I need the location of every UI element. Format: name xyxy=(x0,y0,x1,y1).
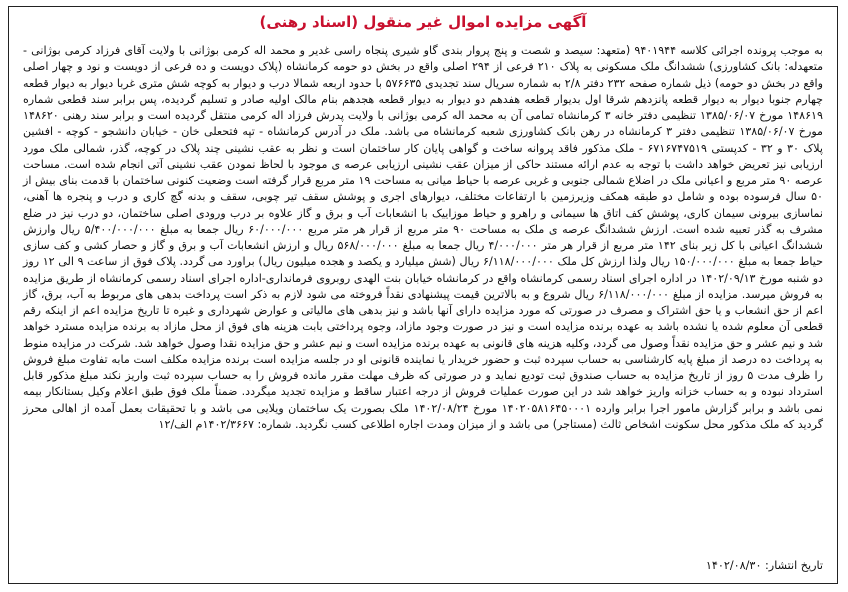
notice-body xyxy=(23,43,823,433)
notice-title: آگهی مزایده اموال غیر منقول (اسناد رهنی) xyxy=(259,13,587,31)
notice-body-text: به موجب پرونده اجرائی کلاسه ۹۴۰۱۹۴۴ (متعهد: سیصد و شصت و پنج پروار بندی گاو شیری پنجاه راسی غدیر و محمد اله کرمی بوژانی با ولایت آقای فرزاد کرمی بوژانی - متعهدله: بانک کشاورزی) ششدانگ ملک مسکونی به پلاک ۲۱۰ فرعی از ۲۹۴ اصلی واقع در بخش دو حومه کرمانشاه (پلاک دویست و ده فرعی از دویست و نود و چهار اصلی واقع در بخش دو حومه) ذیل شماره صفحه ۲۳۲ دفتر ۲/۸ به شماره سریال سند تجدیدی ۵۷۶۶۳۵ با حدود اربعه شمالا درب و دیوار به کوچه شش متری غربا دیوار به دیوار قطعه چهارم جنوبا دیوار به دیوار قطعه پانزدهم شرقا اول بدیوار قطعه هفدهم دو دیوار به دیوار قطعه هجدهم بنام مالک اولیه صادر و تسلیم گردیده، پس برابر سند قطعی شماره ۱۴۸۶۱۹ مورخ ۱۳۸۵/۰۶/۰۷ تنظیمی دفتر خانه ۳ کرمانشاه تمامی آن به محمد اله کرمی بوژانی با ولایت پدرش فرزاد اله کرمی منتقل گردیده است و برابر سند رهنی ۱۴۸۶۲۰ مورخ ۱۳۸۵/۰۶/۰۷ تنظیمی دفتر ۳ کرمانشاه در رهن بانک کشاورزی شعبه کرمانشاه می باشد. ملک در آدرس کرمانشاه - تپه فتحعلی خان - خیابان دانشجو - کوچه - افشین پلاک ۳۰ و ۳۲ - کدپستی ۶۷۱۶۷۴۷۵۱۹ - ملک مذکور فاقد پروانه ساخت و گواهی پایان کار ساختمان است و نظر به عقب نشینی چند پلاک در کوچه، گذر، شمالی ملک مورد ارزیابی نیز تعریض خواهد داشت با توجه به عدم ارائه مستند حاکی از میزان عقب نشینی ارزیابی عرصه ی موجود با لحاظ نمودن عقب نشینی آتی انجام شده است. مساحت عرصه ۹۰ متر مربع و اعیانی ملک در اضلاع شمالی جنوبی و غربی عرصه با حیاط میانی به مساحت ۱۹ متر مربع قرار گرفته است وضعیت کنونی ساختمان با قدمت بنای بیش از ۵۰ سال فرسوده بوده و شامل دو طبقه همکف وزیرزمین با ارتفاعات مختلف، دیوارهای اجری و پوشش سقف تیر چوبی، سقف و بدنه گچ کاری و درب و پنجره ها آهنی، نماسازی بیرونی سیمان کاری، پوشش کف اتاق ها سیمانی و راهرو و حیاط موزاییک با انشعابات آب و برق و گاز علاوه بر درب ورودی اصلی ساختمان، دو درب نیز در ضلع مشرف به گذر تعبیه شده است. ارزش ششدانگ عرصه ی ملک به مساحت ۹۰ متر مربع از قرار هر متر مربع ۶۰/۰۰۰/۰۰۰ ریال جمعا به مبلغ ۵/۴۰۰/۰۰۰/۰۰۰ ریال وارزش ششدانگ اعیانی با کل زیر بنای ۱۴۲ متر مربع از قرار هر متر ۴/۰۰۰/۰۰۰ ریال جمعا به مبلغ ۵۶۸/۰۰۰/۰۰۰ ریال و ارزش انشعابات آب و برق و گاز و حصار کشی و کف سازی حیاط جمعا به مبلغ ۱۵۰/۰۰۰/۰۰۰ ریال ولذا ارزش کل ملک ۶/۱۱۸/۰۰۰/۰۰۰ ریال (شش میلیارد و یکصد و هجده میلیون ریال) براورد می گردد. پلاک فوق از ساعت ۹ الی ۱۲ روز دو شنبه مورخ ۱۴۰۲/۰۹/۱۳ در اداره اجرای اسناد رسمی کرمانشاه واقع در کرمانشاه خیابان بنت الهدی روبروی فرمانداری-اداره اجرای اسناد رسمی کرمانشاه از طریق مزایده به فروش میرسد. مزایده از مبلغ ۶/۱۱۸/۰۰۰/۰۰۰ ریال شروع و به بالاترین قیمت پیشنهادی نقداً فروخته می شود لازم به ذکر است پرداخت بدهی های مربوط به آب، برق، گاز اعم از حق انشعاب و یا حق اشتراک و مصرف در صورتی که مورد مزایده دارای آنها باشد و نیز بدهی های مالیاتی و عوارض شهرداری و غیره تا تاریخ مزایده اعم از اینکه رقم قطعی آن معلوم شده یا نشده باشد به عهده برنده مزایده است و نیز در صورت وجود مازاد، وجوه پرداختی بابت هزینه های فوق از محل مازاد به برنده مزایده مسترد خواهد شد و نیم عشر و حق مزایده نقداً وصول می گردد، وکلیه هزینه های قانونی به عهده برنده مزایده است و نیم عشر و حق مزایده نقدا وصول خواهد شد. شرکت در مزایده منوط به پرداخت ده درصد از مبلغ پایه کارشناسی به حساب سپرده ثبت و حضور خریدار یا نماینده قانونی او در جلسه مزایده است برنده مزایده مکلف است مابه تفاوت مبلغ فروش را ظرف مدت ۵ روز از تاریخ مزایده به حساب صندوق ثبت تودیع نماید و در صورتی که ظرف مهلت مقرر مانده فروش را به حساب سپرده ثبت واریز نکند مبلغ مذکور قابل استرداد نبوده و به حساب خزانه واریز خواهد شد در این صورت عملیات فروش از درجه اعتبار ساقط و مزایده تجدید میگردد. ضمناً ملک فوق طبق اعلام وکیل بستانکار بیمه نمی باشد و برابر گزارش مامور اجرا برابر وارده ۱۴۰۲۰۵۸۱۶۴۵۰۰۰۱ مورخ ۱۴۰۲/۰۸/۲۴ ملک بصورت یک ساختمان ویلایی می باشد و با تحقیقات بعمل آمده از اهالی محرز گردید که ملک مذکور محل سکونت اشخاص ثالث (مستاجر) می باشد و از میزان ومدت اجاره اطلاعی کسب نگردید. شماره: ۱۴۰۲/۳۶۶۷م الف/۱۲ xyxy=(23,44,824,431)
notice-frame xyxy=(8,6,838,584)
publish-date: تاریخ انتشار: ۱۴۰۲/۰۸/۳۰ xyxy=(705,559,823,572)
